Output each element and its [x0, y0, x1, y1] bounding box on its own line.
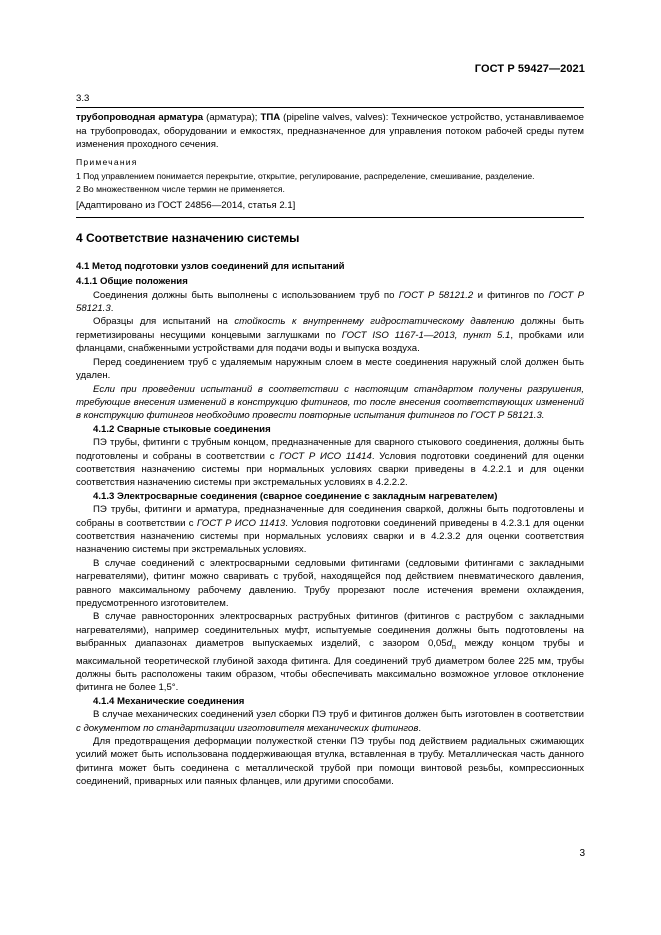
paragraph: В случае механических соединений узел сборки ПЭ труб и фитингов должен быть изготовлен в соответствии с документом по стандартизации изготовителя механических фитингов. [76, 709, 584, 734]
paragraph: Образцы для испытаний на стойкость к внутреннему гидростатическому давлению должны быть герметизированы несущими концевыми заглушками по ГОСТ ISO 1167-1—2013, пункт 5.1, пробками или фланцами, снабженными устройствами для подачи воды и выпуска воздуха. [76, 316, 585, 355]
paragraph: Соединения должны быть выполнены с использованием труб по ГОСТ Р 58121.2 и фитингов по ГОСТ Р 58121.3. [76, 289, 584, 315]
subsection-4-1-3-title: 4.1.3 Электросварные соединения (сварное соединение с закладным нагревателем) [93, 490, 498, 502]
term-definition: трубопроводная арматура (арматура); ТПА (pipeline valves, valves): Техническое устройство, устанавливаемое на трубопроводах, оборудовании и емкостях, предназначенное для управления потоком рабочей среды путем изменения проходного сечения. [76, 112, 585, 151]
subsection-4-1-2-title: 4.1.2 Сварные стыковые соединения [93, 423, 271, 435]
term-definition-box [76, 107, 584, 218]
term-abbreviation: ТПА [260, 112, 281, 124]
subsection-4-1-title: 4.1 Метод подготовки узлов соединений для испытаний [76, 260, 345, 272]
subsection-4-1-1-title: 4.1.1 Общие положения [76, 276, 188, 288]
page-number: 3 [579, 848, 585, 859]
page-content [76, 92, 584, 789]
note-1: 1 Под управлением понимается перекрытие, открытие, регулирование, распределение, смешивание, разделение. [76, 171, 535, 182]
term-name: трубопроводная арматура [76, 112, 204, 124]
source-reference: [Адаптировано из ГОСТ 24856—2014, статья 2.1] [76, 200, 296, 212]
section-4-title: 4 Соответствие назначению системы [76, 231, 300, 246]
paragraph: ПЭ трубы, фитинги и арматура, предназначенные для соединения сваркой, должны быть подготовлены и собраны в соответствии с ГОСТ Р ИСО 11413. Условия подготовки соединений приведены в 4.2.3.1 для оценки соответствия назначению системы при нормальных условиях сварки и в 4.2.3.2 для оценки соответствия назначению системы при экстремальных условиях. [76, 504, 585, 556]
note-2: 2 Во множественном числе термин не применяется. [76, 184, 285, 195]
subsection-4-1-4-title: 4.1.4 Механические соединения [93, 695, 245, 707]
paragraph: В случае соединений с электросварными седловыми фитингами (седловыми фитингами с закладными нагревателями), фитинг можно сваривать с трубой, находящейся под действием пневматического давления, равного максимальному рабочему давлению. Трубу прорезают после истечения времени охлаждения, предусмотренного изготовителем. [76, 557, 584, 609]
document-code-header: ГОСТ Р 59427—2021 [474, 63, 585, 75]
paragraph: ПЭ трубы, фитинги с трубным концом, предназначенные для сварного стыкового соединения, должны быть подготовлены и собраны в соответствии с ГОСТ Р ИСО 11414. Условия подготовки соединений для оценки соответствия назначению системы при нормальных условиях сварки приведены в 4.2.2.1 и для оценки соответствия назначению системы при экстремальных условиях в 4.2.2.2. [76, 437, 584, 489]
paragraph: В случае равносторонних электросварных раструбных фитингов (фитингов с раструбом с закладными нагревателями), например соединительных муфт, испытуемые соединения должны быть подготовлены на выбранных диапазонах диаметров выпускаемых изделий, с зазором $0,05d_n$ между концом трубы и максимальной теоретической глубиной захода фитинга. Для соединений труб диаметром более 225 мм, трубы должны быть расположены таким образом, чтобы обеспечивать максимально возможное угловое отклонение фитинга не более 1,5°. [76, 611, 584, 694]
paragraph: Для предотвращения деформации полужесткой стенки ПЭ трубы под действием радиальных сжимающих усилий может быть использована поддерживающая втулка, вставленная в трубу. Металлическая часть данного фитинга может быть соединена с металлической трубой при помощи винтовой резьбы, компрессионных соединений, приварных или паяных фланцев, или другими способами. [76, 735, 584, 788]
paragraph-italic: Если при проведении испытаний в соответствии с настоящим стандартом получены разрушения, требующие внесения изменений в конструкцию фитингов, то после внесения соответствующих изменений в конструкцию фитингов необходимо провести повторные испытания фитингов по ГОСТ Р 58121.3. [76, 383, 584, 422]
notes-heading: Примечания [76, 156, 138, 167]
term-number: 3.3 [76, 93, 90, 104]
paragraph: Перед соединением труб с удаляемым наружным слоем в месте соединения наружный слой должен быть удален. [76, 356, 584, 382]
